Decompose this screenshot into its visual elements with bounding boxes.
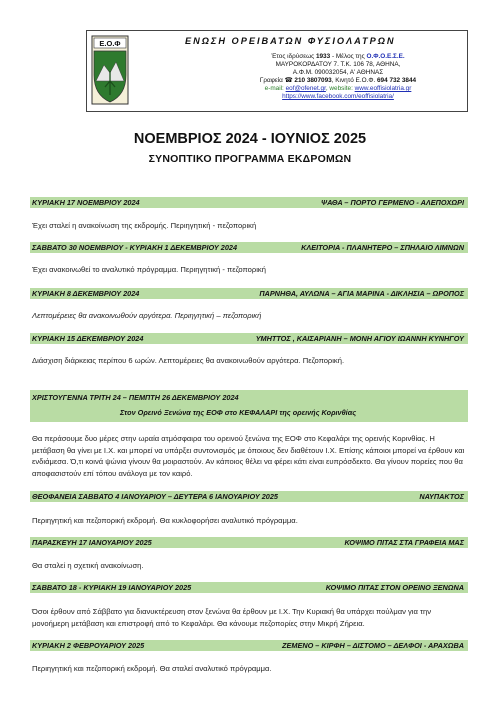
trip-header bbox=[30, 333, 468, 344]
page-subtitle: ΣΥΝΟΠΤΙΚΟ ΠΡΟΓΡΑΜΜΑ ΕΚΔΡΟΜΩΝ bbox=[148, 153, 352, 165]
address-line: ΜΑΥΡΟΚΟΡΔΑΤΟΥ 7. Τ.Κ. 106 78, ΑΘΗΝΑ, bbox=[275, 61, 401, 68]
email-label: e-mail: bbox=[264, 85, 284, 92]
page-title: ΝΟΕΜΒΡΙΟΣ 2024 - ΙΟΥΝΙΟΣ 2025 bbox=[133, 131, 367, 147]
eof-logo-icon bbox=[91, 35, 129, 105]
trip-destination: Στον Ορεινό Ξενώνα της ΕΟΦ στο ΚΕΦΑΛΑΡΙ της ορεινής Κορινθίας bbox=[120, 408, 357, 417]
trip-destination: ΖΕΜΕΝΟ – ΚΙΡΦΗ – ΔΙΣΤΟΜΟ – ΔΕΛΦΟΙ - ΑΡΑΧΩΒΑ bbox=[282, 641, 464, 650]
letterhead bbox=[86, 30, 468, 112]
trip-date: ΧΡΙΣΤΟΥΓΕΝΝΑ ΤΡΙΤΗ 24 – ΠΕΜΠΤΗ 26 ΔΕΚΕΜΒΡΙΟΥ 2024 bbox=[32, 393, 239, 402]
trip-header bbox=[30, 197, 468, 208]
office-phone-label: Γραφεία ☎ bbox=[259, 77, 293, 84]
trip-description: Θα σταλεί η σχετική ανακοίνωση. bbox=[32, 561, 144, 570]
trip-description: Διάσχιση διάρκειας περίπου 6 ωρών. Λεπτομέρειες θα ανακοινωθούν αργότερα. Πεζοπορική. bbox=[32, 356, 345, 365]
email-link[interactable]: eof@ofenet.gr bbox=[285, 85, 326, 92]
trip-destination: ΠΑΡΝΗΘΑ, ΑΥΛΩΝΑ – ΑΓΙΑ ΜΑΡΙΝΑ - ΔΙΚΛΗΣΙΑ – ΩΡΟΠΟΣ bbox=[259, 289, 464, 298]
trip-header bbox=[30, 242, 468, 253]
trip-header bbox=[30, 640, 468, 651]
trip-description: Λεπτομέρειες θα ανακοινωθούν αργότερα. Περιηγητική – πεζοπορική bbox=[32, 311, 262, 320]
trip-date: ΣΑΒΒΑΤΟ 30 ΝΟΕΜΒΡΙΟΥ - ΚΥΡΙΑΚΗ 1 ΔΕΚΕΜΒΡΙΟΥ 2024 bbox=[32, 243, 238, 252]
contact-line bbox=[223, 85, 453, 93]
trip-header bbox=[30, 390, 468, 422]
trip-date: ΚΥΡΙΑΚΗ 2 ΦΕΒΡΟΥΑΡΙΟΥ 2025 bbox=[32, 641, 145, 650]
website-label: , website: bbox=[325, 85, 353, 92]
trip-description: Έχει ανακοινωθεί το αναλυτικό πρόγραμμα. Περιηγητική - πεζοπορική bbox=[32, 265, 266, 274]
logo-text: Ε.Ο.Φ bbox=[99, 39, 121, 48]
trip-destination: ΚΛΕΙΤΟΡΙΑ - ΠΛΑΝΗΤΕΡΟ – ΣΠΗΛΑΙΟ ΛΙΜΝΩΝ bbox=[301, 243, 464, 252]
tax-id-line: Α.Φ.Μ. 090032054, Α' ΑΘΗΝΑΣ bbox=[292, 69, 384, 76]
member-label: - Μέλος της bbox=[331, 53, 365, 60]
trip-destination: ΨΑΘΑ – ΠΟΡΤΟ ΓΕΡΜΕΝΟ - ΑΛΕΠΟΧΩΡΙ bbox=[321, 198, 464, 207]
trip-description: Θα περάσουμε δυο μέρες στην ωραία ατμόσφαιρα του ορεινού ξενώνα της ΕΟΦ στο Κεφαλάρι της ορεινής Κορινθίας. Η μετάβαση θα γίνει με Ι.Χ. και μπορεί να υπάρξει συντονισμός με όποιους δεν διαθέτουν Ι.Χ. Επίσης κάποιοι μπορεί να έρθουν και ενδιάμεσα. Ό,τι κοινά ψώνια γίνουν θα μοιραστούν. Αν κάποιος θέλει να φέρει κάτι είναι ευπρόσδεκτο. Θα γίνουν πορείες που θα αποφασιστούν επί τόπου ανάλογα με τον καιρό. bbox=[32, 434, 465, 478]
organization-name: ΕΝΩΣΗ ΟΡΕΙΒΑΤΩΝ ΦΥΣΙΟΛΑΤΡΩΝ bbox=[185, 36, 396, 46]
mobile-label: , Κινητό Ε.Ο.Φ. bbox=[331, 77, 376, 84]
trip-date: ΘΕΟΦΑΝΕΙΑ ΣΑΒΒΑΤΟ 4 ΙΑΝΟΥΑΡΙΟΥ – ΔΕΥΤΕΡΑ 6 ΙΑΝΟΥΑΡΙΟΥ 2025 bbox=[32, 492, 278, 501]
trip-destination: ΚΟΨΙΜΟ ΠΙΤΑΣ ΣΤΑ ΓΡΑΦΕΙΑ ΜΑΣ bbox=[344, 538, 464, 547]
founded-year: 1933 bbox=[315, 53, 331, 60]
trip-header bbox=[30, 582, 468, 593]
trip-description: Περιηγητική και πεζοπορική εκδρομή. Θα κυκλοφορήσει αναλυτικό πρόγραμμα. bbox=[32, 516, 298, 525]
trip-header bbox=[30, 288, 468, 299]
facebook-line bbox=[223, 93, 453, 101]
trip-date: ΚΥΡΙΑΚΗ 15 ΔΕΚΕΜΒΡΙΟΥ 2024 bbox=[32, 334, 144, 343]
trip-description: Έχει σταλεί η ανακοίνωση της εκδρομής. Περιηγητική - πεζοπορική bbox=[32, 221, 257, 230]
trip-date: ΣΑΒΒΑΤΟ 18 - ΚΥΡΙΑΚΗ 19 ΙΑΝΟΥΑΡΙΟΥ 2025 bbox=[32, 583, 192, 592]
trip-description: Περιηγητική και πεζοπορική εκδρομή. Θα σταλεί αναλυτικό πρόγραμμα. bbox=[32, 664, 272, 673]
trip-date: ΠΑΡΑΣΚΕΥΗ 17 ΙΑΝΟΥΑΡΙΟΥ 2025 bbox=[32, 538, 152, 547]
office-phone: 210 3807093 bbox=[294, 77, 332, 84]
founded-line bbox=[223, 53, 453, 61]
trip-destination: ΚΟΨΙΜΟ ΠΙΤΑΣ ΣΤΟΝ ΟΡΕΙΝΟ ΞΕΝΩΝΑ bbox=[325, 583, 464, 592]
trip-date: ΚΥΡΙΑΚΗ 8 ΔΕΚΕΜΒΡΙΟΥ 2024 bbox=[32, 289, 140, 298]
mobile-phone: 694 732 3844 bbox=[377, 77, 417, 84]
trip-date: ΚΥΡΙΑΚΗ 17 ΝΟΕΜΒΡΙΟΥ 2024 bbox=[32, 198, 140, 207]
trip-header bbox=[30, 491, 468, 502]
founded-label: Έτος ιδρύσεως bbox=[271, 53, 315, 60]
trip-destination: ΝΑΥΠΑΚΤΟΣ bbox=[419, 492, 464, 501]
website-link[interactable]: www.eoffisiolatria.gr bbox=[354, 85, 412, 92]
member-org: Ο.Φ.Ο.Ε.Σ.Ε. bbox=[366, 53, 405, 60]
trip-header bbox=[30, 537, 468, 548]
trip-description: Όσοι έρθουν από Σάββατο για διανυκτέρευση στον ξενώνα θα έρθουν με Ι.Χ. Την Κυριακή θα υπάρχει πούλμαν για την μονοήμερη μετάβαση και επιστροφή από το Κεφαλάρι. Θα κάνουμε πεζοπορίες στην Μικρή Ζήρεια. bbox=[32, 607, 432, 628]
facebook-link[interactable]: https://www.facebook.com/eoffisiolatria/ bbox=[282, 93, 394, 100]
phone-line bbox=[223, 77, 453, 85]
trip-destination: ΥΜΗΤΤΟΣ , ΚΑΙΣΑΡΙΑΝΗ – ΜΟΝΗ ΑΓΙΟΥ ΙΩΑΝΝΗ ΚΥΝΗΓΟΥ bbox=[255, 334, 464, 343]
